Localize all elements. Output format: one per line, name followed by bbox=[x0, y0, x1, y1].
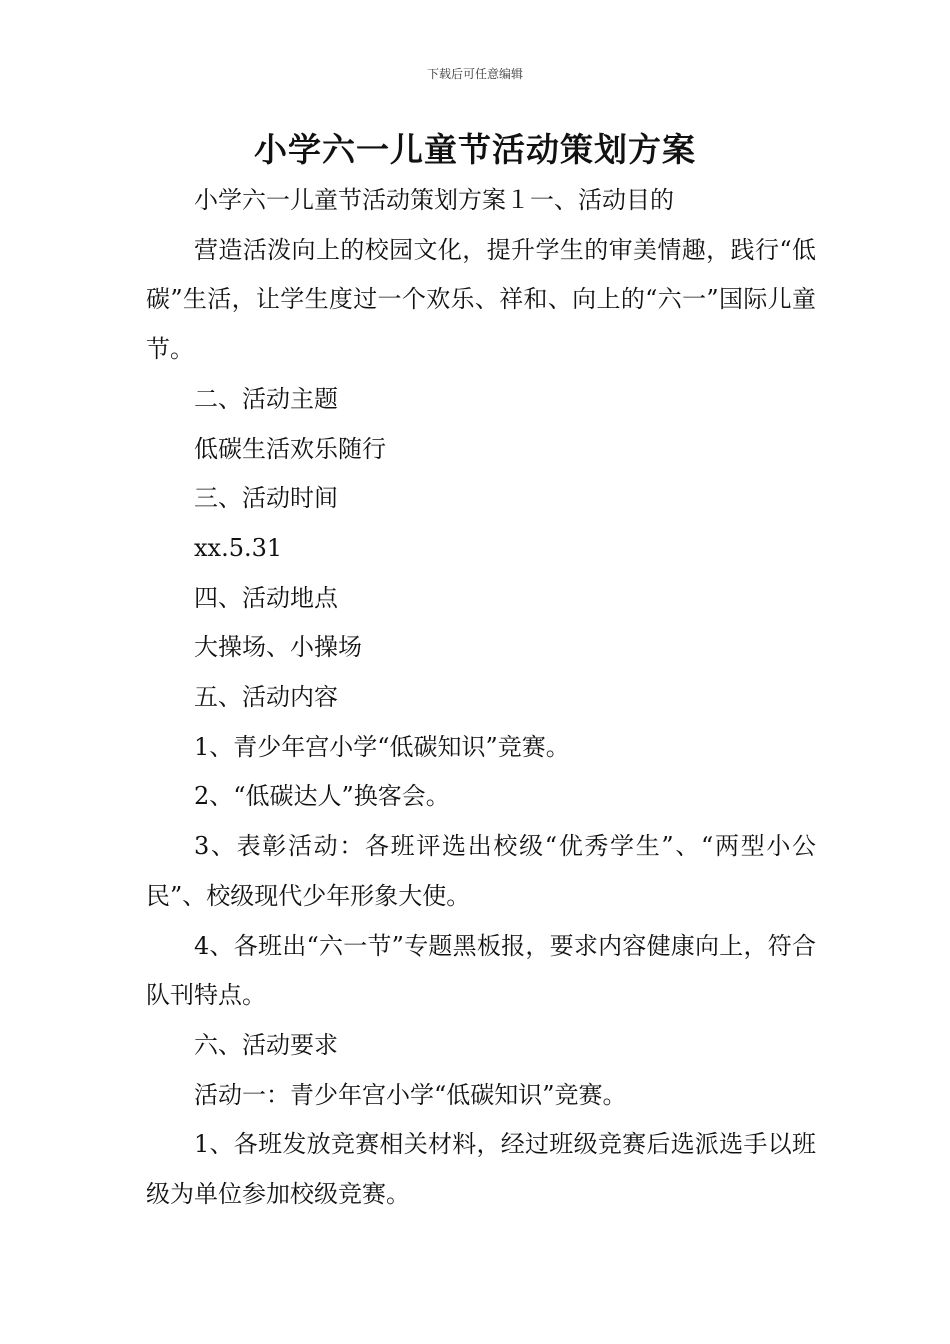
header-note: 下载后可任意编辑 bbox=[426, 67, 523, 81]
paragraph-purpose: 营造活泼向上的校园文化，提升学生的审美情趣，践行“低碳”生活，让学生度过一个欢乐、祥和、向上的“六一”国际儿童节。 bbox=[146, 235, 816, 364]
heading-location: 四、活动地点 bbox=[194, 583, 338, 612]
document-title: 小学六一儿童节活动策划方案 bbox=[254, 130, 696, 169]
heading-theme: 二、活动主题 bbox=[194, 384, 338, 413]
paragraph-location: 大操场、小操场 bbox=[194, 633, 362, 662]
paragraph-intro: 小学六一儿童节活动策划方案１一、活动目的 bbox=[194, 186, 674, 214]
heading-content: 五、活动内容 bbox=[194, 683, 338, 712]
requirement-activity-1: 活动一：青少年宫小学“低碳知识”竞赛。 bbox=[194, 1080, 627, 1109]
content-item-4: 4、各班出“六一节”专题黑板报，要求内容健康向上，符合队刊特点。 bbox=[146, 931, 816, 1010]
requirement-item-1: 1、各班发放竞赛相关材料，经过班级竞赛后选派选手以班级为单位参加校级竞赛。 bbox=[146, 1130, 816, 1209]
document-body bbox=[146, 176, 816, 1220]
content-item-3: 3、表彰活动：各班评选出校级“优秀学生”、“两型小公民”、校级现代少年形象大使。 bbox=[146, 832, 816, 910]
paragraph-time: xx.5.31 bbox=[194, 533, 283, 562]
paragraph-theme: 低碳生活欢乐随行 bbox=[194, 434, 386, 463]
content-item-1: 1、青少年宫小学“低碳知识”竞赛。 bbox=[194, 732, 570, 761]
heading-time: 三、活动时间 bbox=[194, 484, 338, 513]
heading-requirements: 六、活动要求 bbox=[194, 1030, 338, 1059]
content-item-2: 2、“低碳达人”换客会。 bbox=[194, 782, 450, 811]
